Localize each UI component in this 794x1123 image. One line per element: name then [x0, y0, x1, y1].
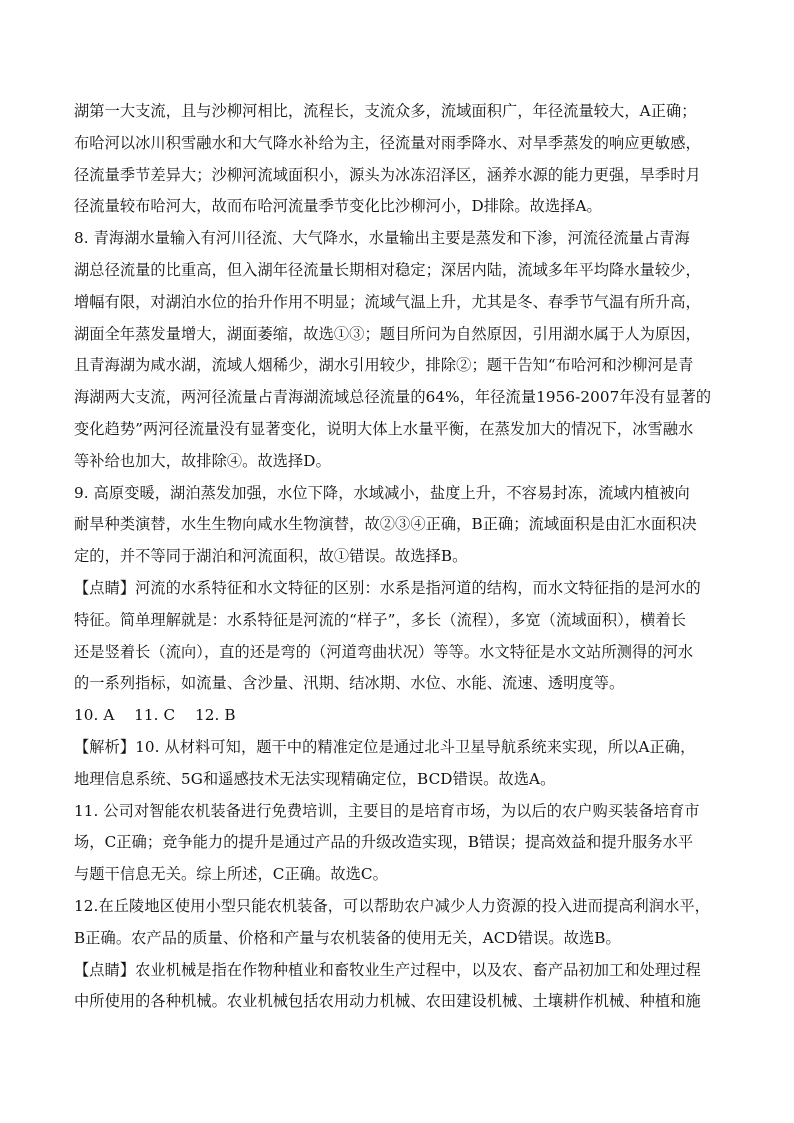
text-line: 9. 高原变暖，湖泊蒸发加强，水位下降，水域减小，盐度上升，不容易封冻，流域内植被向 — [74, 483, 690, 502]
answer-explanation-text — [74, 96, 744, 1018]
text-line: 12.在丘陵地区使用小型只能农机装备，可以帮助农户减少人力资源的投入进而提高利润水平， — [74, 896, 710, 915]
text-line: 布哈河以冰川积雪融水和大气降水补给为主，径流量对雨季降水、对旱季蒸发的响应更敏感， — [74, 133, 701, 152]
text-line: 【点睛】河流的水系特征和水文特征的区别：水系是指河道的结构，而水文特征指的是河水的 — [74, 578, 701, 597]
answer-key-line: 10. A 11. C 12. B — [74, 706, 236, 725]
text-line: 海湖两大支流，两河径流量占青海湖流域总径流量的64%，年径流量1956-2007年没有显著的 — [74, 388, 712, 407]
text-line: 湖总径流量的比重高，但入湖年径流量长期相对稳定；深居内陆，流域多年平均降水量较少， — [74, 260, 701, 279]
text-line: 11. 公司对智能农机装备进行免费培训，主要目的是培育市场，为以后的农户购买装备培育市 — [74, 801, 700, 820]
text-line: 耐旱种类演替，水生生物向咸水生物演替，故②③④正确，B正确；流域面积是由汇水面积决 — [74, 515, 697, 534]
text-line: 径流量较布哈河大，故而布哈河流量季节变化比沙柳河小，D排除。故选择A。 — [74, 197, 602, 216]
text-line: 8. 青海湖水量输入有河川径流、大气降水，水量输出主要是蒸发和下渗，河流径流量占青海 — [74, 229, 690, 248]
text-line: 定的，并不等同于湖泊和河流面积，故①错误。故选择B。 — [74, 547, 468, 566]
text-line: 地理信息系统、5G和遥感技术无法实现精确定位，BCD错误。故选A。 — [74, 769, 556, 788]
text-line: 与题干信息无关。综上所述，C正确。故选C。 — [74, 865, 388, 884]
text-line: 径流量季节差异大；沙柳河流域面积小，源头为冰冻沼泽区，涵养水源的能力更强，旱季时月 — [74, 165, 701, 184]
text-line: 【点睛】农业机械是指在作物种植业和畜牧业生产过程中，以及农、畜产品初加工和处理过程 — [74, 960, 701, 979]
text-line: 增幅有限，对湖泊水位的抬升作用不明显；流域气温上升，尤其是冬、春季节气温有所升高， — [74, 292, 701, 311]
text-line: 特征。简单理解就是：水系特征是河流的“样子”，多长（流程），多宽（流域面积），横着长 — [74, 610, 687, 629]
text-line: B正确。农产品的质量、价格和产量与农机装备的使用无关，ACD错误。故选B。 — [74, 928, 621, 947]
text-line: 变化趋势”两河径流量没有显著变化，说明大体上水量平衡，在蒸发加大的情况下，冰雪融水 — [74, 419, 694, 438]
text-line: 的一系列指标，如流量、含沙量、汛期、结冰期、水位、水能、流速、透明度等。 — [74, 674, 625, 693]
text-line: 中所使用的各种机械。农业机械包括农用动力机械、农田建设机械、土壤耕作机械、种植和施 — [74, 992, 701, 1011]
text-line: 还是竖着长（流向），直的还是弯的（河道弯曲状况）等等。水文特征是水文站所测得的河水 — [74, 642, 694, 661]
text-line: 且青海湖为咸水湖，流域人烟稀少，湖水引用较少，排除②；题干告知“布哈河和沙柳河是青 — [74, 356, 694, 375]
text-line: 湖面全年蒸发量增大，湖面萎缩，故选①③；题目所问为自然原因，引用湖水属于人为原因， — [74, 324, 701, 343]
text-line: 等补给也加大，故排除④。故选择D。 — [74, 451, 331, 470]
text-line: 湖第一大支流，且与沙柳河相比，流程长，支流众多，流域面积广，年径流量较大，A正确； — [74, 102, 697, 120]
text-line: 【解析】10. 从材料可知，题干中的精准定位是通过北斗卫星导航系统来实现，所以A正确， — [74, 737, 696, 756]
text-line: 场，C正确；竞争能力的提升是通过产品的升级改造实现，B错误；提高效益和提升服务水平 — [74, 833, 694, 852]
